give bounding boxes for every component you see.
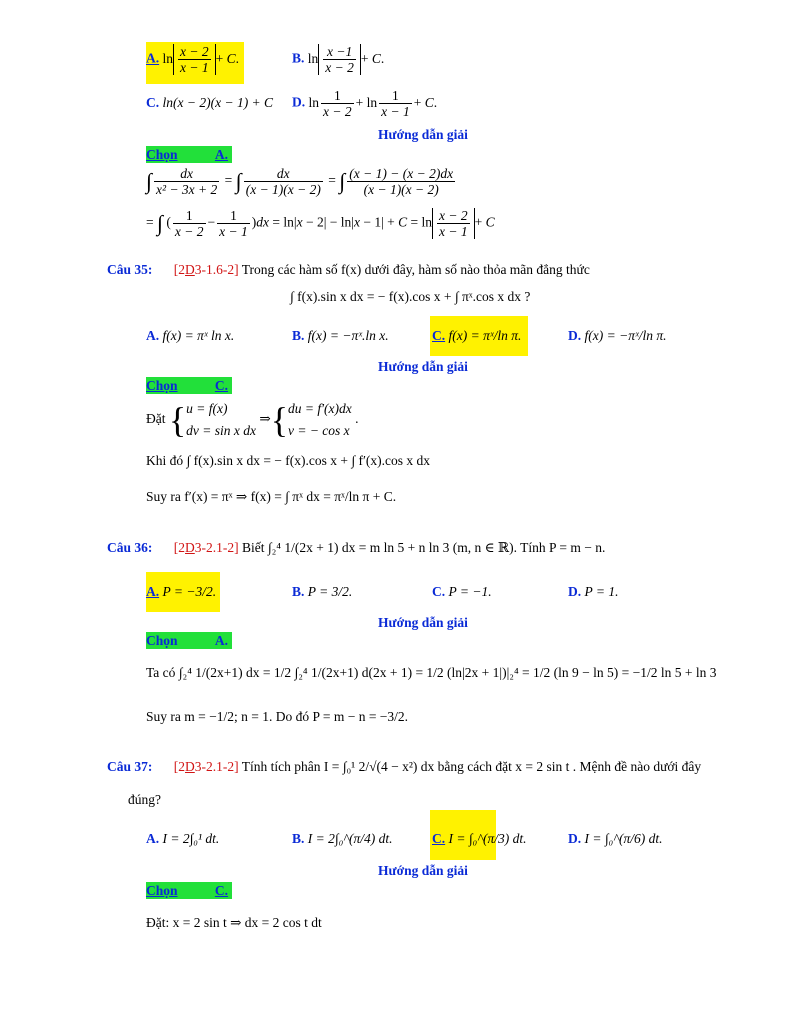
option-label: A. bbox=[146, 50, 160, 66]
q36-option-a[interactable] bbox=[146, 584, 216, 600]
answer-label: Chọn bbox=[146, 633, 178, 648]
q36-option-b[interactable] bbox=[292, 584, 352, 600]
q35-step-1: Khi đó ∫ f(x).sin x dx = − f(x).cos x + ∫ f′(x).cos x dx bbox=[146, 453, 431, 468]
question-36-stem bbox=[107, 540, 605, 556]
answer-label: Chọn bbox=[146, 883, 178, 898]
solution-heading: Hướng dẫn giải bbox=[378, 359, 468, 374]
option-label: D. bbox=[568, 584, 582, 599]
question-code: [2D3-2.1-2] bbox=[173, 759, 239, 774]
answer-line bbox=[146, 378, 228, 394]
option-label: B. bbox=[292, 831, 305, 846]
q35-option-d[interactable] bbox=[568, 328, 667, 344]
option-expr: ln(x − 2)(x − 1) + C bbox=[162, 95, 274, 110]
option-expr: P = −1. bbox=[448, 584, 492, 599]
option-label: A. bbox=[146, 831, 160, 846]
q35-step-2: Suy ra f′(x) = πˣ ⇒ f(x) = ∫ πˣ dx = πˣ/ln π + C. bbox=[146, 489, 397, 504]
top-option-b[interactable] bbox=[292, 44, 384, 75]
q37-option-d[interactable] bbox=[568, 831, 662, 847]
dat-word: Đặt bbox=[146, 411, 166, 427]
option-label: D. bbox=[292, 94, 306, 110]
q35-option-c[interactable] bbox=[432, 328, 521, 344]
option-expr: ln $\frac{1}{x - 2}$ + ln $\frac{1}{x - 1}$ + C. bbox=[308, 88, 438, 119]
option-expr: f(x) = πˣ ln x. bbox=[162, 328, 235, 343]
answer-value: A. bbox=[214, 633, 229, 648]
question-text: Trong các hàm số f(x) dưới đây, hàm số nào thỏa mãn đẳng thức bbox=[241, 262, 590, 277]
option-expr: P = −3/2. bbox=[162, 584, 217, 599]
option-label: C. bbox=[146, 95, 160, 110]
question-label: Câu 37: bbox=[107, 759, 153, 774]
option-label: A. bbox=[146, 584, 160, 599]
question-37-stem bbox=[107, 759, 701, 775]
solution-heading: Hướng dẫn giải bbox=[378, 615, 468, 630]
option-expr: f(x) = −πˣ/ln π. bbox=[584, 328, 667, 343]
option-label: A. bbox=[146, 328, 160, 343]
q36-step-2: Suy ra m = −1/2; n = 1. Do đó P = m − n = −3/2. bbox=[146, 709, 409, 724]
option-label: D. bbox=[568, 328, 582, 343]
option-expr: P = 3/2. bbox=[307, 584, 353, 599]
question-identity: ∫ f(x).sin x dx = − f(x).cos x + ∫ πˣ.cos x dx ? bbox=[290, 289, 531, 304]
question-text-b: bằng cách đặt x = 2 sin t . Mệnh đề nào dưới đây bbox=[437, 759, 702, 774]
option-label: B. bbox=[292, 50, 305, 66]
question-code: [2D3-1.6-2] bbox=[173, 262, 239, 277]
option-expr: f(x) = πˣ/ln π. bbox=[448, 328, 522, 343]
answer-label: Chọn bbox=[146, 378, 178, 393]
option-expr: f(x) = −πˣ.ln x. bbox=[307, 328, 389, 343]
option-label: C. bbox=[432, 584, 446, 599]
question-text-c: đúng? bbox=[128, 792, 161, 807]
q37-option-c[interactable] bbox=[432, 831, 526, 847]
answer-label: Chọn bbox=[146, 147, 178, 162]
answer-value: C. bbox=[214, 378, 229, 393]
option-expr: ln $\frac{x -1}{x - 2}$ + C. bbox=[307, 44, 385, 75]
solution-line-1: ∫ $\frac{dx}{\text{x² − 3x + 2}}$ = ∫ $\frac{dx}{(x - 1)(x - 2)}$ = ∫ $\frac{(x - 1) - (x - 2)dx}{(x - 1)(x - 2)}$ bbox=[146, 166, 454, 197]
q35-option-b[interactable] bbox=[292, 328, 389, 344]
question-label: Câu 36: bbox=[107, 540, 153, 555]
answer-line bbox=[146, 883, 228, 899]
option-expr: I = 2∫₀¹ dt. bbox=[162, 831, 220, 846]
solution-heading: Hướng dẫn giải bbox=[378, 127, 468, 142]
q36-option-c[interactable] bbox=[432, 584, 492, 600]
answer-value: A. bbox=[214, 147, 229, 162]
answer-line bbox=[146, 147, 228, 163]
option-label: D. bbox=[568, 831, 582, 846]
q37-step-1: Đặt: x = 2 sin t ⇒ dx = 2 cos t dt bbox=[146, 915, 322, 930]
question-text: Biết ∫₂⁴ 1/(2x + 1) dx = m ln 5 + n ln 3 (m, n ∈ ℝ). Tính P = m − n. bbox=[242, 540, 606, 555]
option-label: B. bbox=[292, 328, 305, 343]
option-label: C. bbox=[432, 328, 446, 343]
q35-option-a[interactable] bbox=[146, 328, 234, 344]
q37-option-b[interactable] bbox=[292, 831, 392, 847]
option-expr: P = 1. bbox=[584, 584, 619, 599]
question-35-stem bbox=[107, 262, 590, 278]
option-expr: I = 2∫₀^(π/4) dt. bbox=[307, 831, 393, 846]
top-option-d[interactable] bbox=[292, 88, 437, 119]
question-label: Câu 35: bbox=[107, 262, 153, 277]
option-label: B. bbox=[292, 584, 305, 599]
q36-option-d[interactable] bbox=[568, 584, 619, 600]
question-code: [2D3-2.1-2] bbox=[173, 540, 239, 555]
option-expr: I = ∫₀^(π/6) dt. bbox=[584, 831, 663, 846]
option-expr: ln $\frac{x - 2}{x - 1}$ + C. bbox=[162, 44, 240, 75]
solution-line-2: = ∫ ( $\frac{1}{x - 2}$ − $\frac{1}{x - 1}$ )dx = ln|x − 2| − ln|x − 1| + C = ln $\frac{x - 2}{x - 1}$ + C bbox=[146, 208, 495, 239]
option-label: C. bbox=[432, 831, 446, 846]
option-expr: I = ∫₀^(π/3) dt. bbox=[448, 831, 527, 846]
q36-step-1: Ta có ∫₂⁴ 1/(2x+1) dx = 1/2 ∫₂⁴ 1/(2x+1) d(2x + 1) = 1/2 (ln|2x + 1|)|₂⁴ = 1/2 (ln 9 − ln 5) = −1/2 ln 5 + ln 3 bbox=[146, 665, 717, 680]
question-text-a: Tính tích phân I = ∫₀¹ 2/√(4 − x²) dx bbox=[241, 759, 435, 774]
solution-heading: Hướng dẫn giải bbox=[378, 863, 468, 878]
top-option-a[interactable] bbox=[146, 44, 239, 75]
q35-substitution: Đặt { u = f(x) dv = sin x dx ⇒{ du = f′(x)dx v = − cos x . bbox=[146, 400, 359, 440]
q37-option-a[interactable] bbox=[146, 831, 219, 847]
answer-value: C. bbox=[214, 883, 229, 898]
answer-line bbox=[146, 633, 228, 649]
top-option-c[interactable] bbox=[146, 95, 273, 111]
